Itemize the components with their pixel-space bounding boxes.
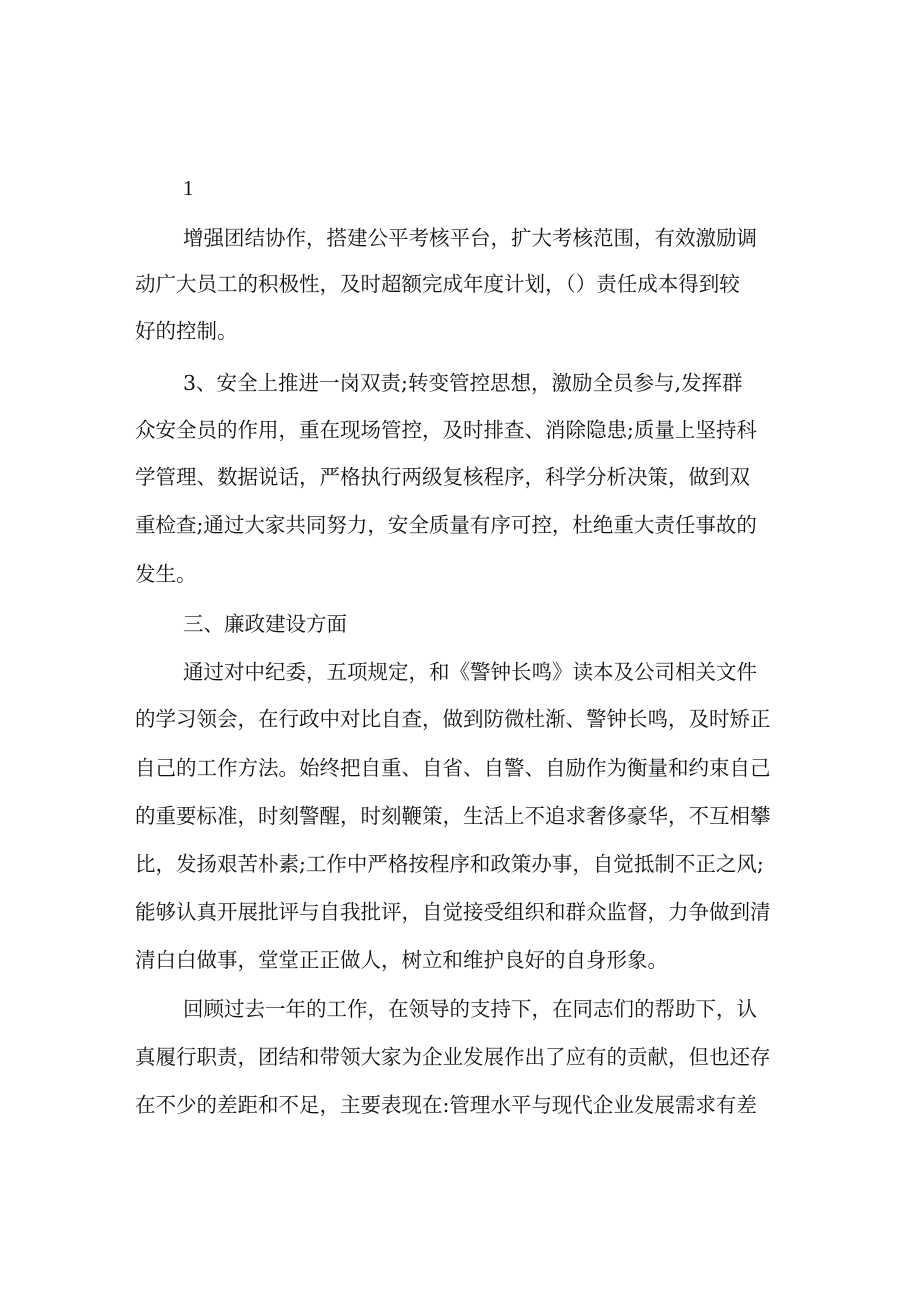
paragraph-line: 的重要标准，时刻警醒，时刻鞭策，生活上不追求奢侈豪华，不互相攀 — [135, 804, 771, 828]
paragraph-line: 在不少的差距和不足，主要表现在:管理水平与现代企业发展需求有差 — [135, 1093, 757, 1117]
paragraph-line: 增强团结协作，搭建公平考核平台，扩大考核范围，有效激励调 — [183, 226, 757, 250]
paragraph-line: 能够认真开展批评与自我批评，自觉接受组织和群众监督，力争做到清 — [135, 900, 771, 924]
paragraph-line: 回顾过去一年的工作，在领导的支持下，在同志们的帮助下，认 — [183, 997, 757, 1021]
section-heading: 三、廉政建设方面 — [183, 612, 347, 636]
paragraph-line: 比，发扬艰苦朴素;工作中严格按程序和政策办事，自觉抵制不正之风; — [135, 852, 764, 876]
paragraph-line: 3、安全上推进一岗双责;转变管控思想，激励全员参与,发挥群 — [183, 371, 743, 395]
paragraph-line: 清白白做事，堂堂正正做人，树立和维护良好的自身形象。 — [135, 948, 668, 972]
paragraph-line: 真履行职责，团结和带领大家为企业发展作出了应有的贡献，但也还存 — [135, 1045, 771, 1069]
paragraph-line: 学管理、数据说话，严格执行两级复核程序，科学分析决策，做到双 — [135, 465, 750, 489]
paragraph-line: 动广大员工的积极性，及时超额完成年度计划，（）责任成本得到较 — [135, 272, 740, 296]
paragraph-line: 好的控制。 — [135, 319, 238, 343]
paragraph-line: 众安全员的作用，重在现场管控，及时排查、消除隐患;质量上坚持科 — [135, 418, 757, 442]
paragraph-line: 发生。 — [135, 562, 197, 586]
paragraph-line: 通过对中纪委，五项规定，和《警钟长鸣》读本及公司相关文件 — [183, 660, 757, 684]
paragraph-line: 重检查;通过大家共同努力，安全质量有序可控，杜绝重大责任事故的 — [135, 513, 757, 537]
page-number: 1 — [183, 176, 194, 200]
paragraph-line: 自己的工作方法。始终把自重、自省、自警、自励作为衡量和约束自己 — [135, 756, 771, 780]
paragraph-line: 的学习领会，在行政中对比自查，做到防微杜渐、警钟长鸣，及时矫正 — [135, 707, 771, 731]
